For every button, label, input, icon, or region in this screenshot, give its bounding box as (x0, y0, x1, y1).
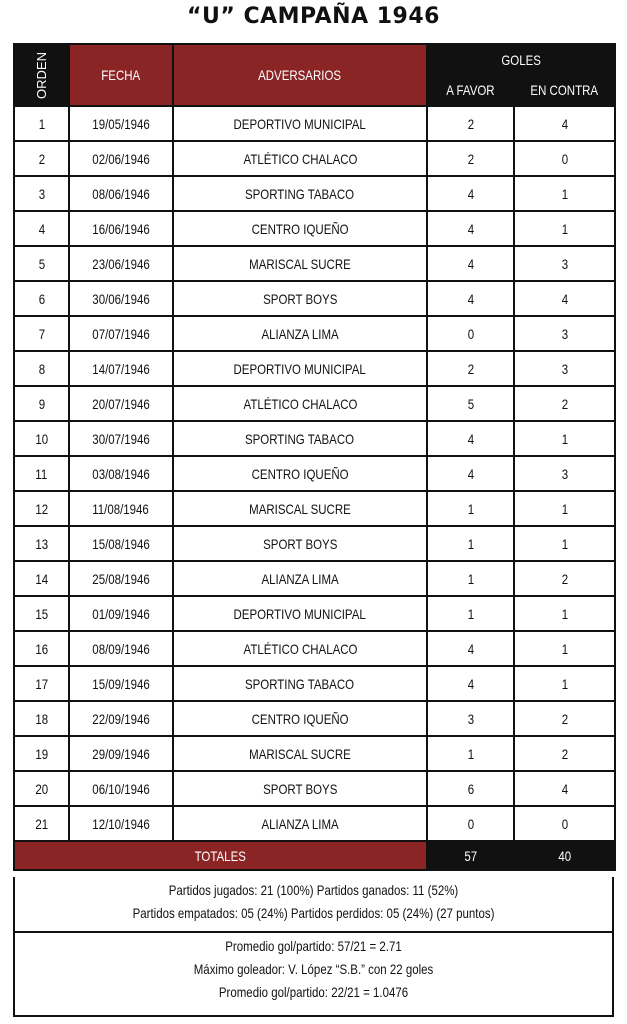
cell-orden: 11 (14, 456, 69, 491)
cell-adversario: ATLÉTICO CHALACO (173, 386, 427, 421)
cell-a-favor: 0 (427, 316, 514, 351)
header-fecha: FECHA (69, 44, 173, 106)
cell-en-contra: 1 (514, 176, 615, 211)
cell-orden: 19 (14, 736, 69, 771)
cell-en-contra: 1 (514, 491, 615, 526)
cell-a-favor: 4 (427, 246, 514, 281)
cell-fecha: 02/06/1946 (69, 141, 173, 176)
cell-orden: 12 (14, 491, 69, 526)
header-goles: GOLES (427, 44, 615, 75)
results-table (13, 43, 616, 871)
cell-orden: 3 (14, 176, 69, 211)
cell-orden: 10 (14, 421, 69, 456)
cell-adversario: SPORT BOYS (173, 771, 427, 806)
cell-fecha: 15/08/1946 (69, 526, 173, 561)
cell-fecha: 06/10/1946 (69, 771, 173, 806)
table-row (14, 421, 615, 456)
cell-en-contra: 4 (514, 106, 615, 141)
cell-a-favor: 2 (427, 351, 514, 386)
cell-adversario: ALIANZA LIMA (173, 806, 427, 841)
header-en-contra: EN CONTRA (514, 75, 615, 106)
cell-orden: 9 (14, 386, 69, 421)
cell-fecha: 30/07/1946 (69, 421, 173, 456)
table-row (14, 526, 615, 561)
cell-a-favor: 4 (427, 421, 514, 456)
cell-a-favor: 1 (427, 596, 514, 631)
cell-adversario: ALIANZA LIMA (173, 561, 427, 596)
cell-a-favor: 5 (427, 386, 514, 421)
cell-orden: 15 (14, 596, 69, 631)
cell-orden: 16 (14, 631, 69, 666)
cell-fecha: 11/08/1946 (69, 491, 173, 526)
cell-en-contra: 2 (514, 736, 615, 771)
cell-a-favor: 4 (427, 281, 514, 316)
cell-fecha: 29/09/1946 (69, 736, 173, 771)
totals-favor: 57 (427, 841, 514, 870)
cell-orden: 2 (14, 141, 69, 176)
cell-adversario: ALIANZA LIMA (173, 316, 427, 351)
table-row (14, 631, 615, 666)
cell-orden: 8 (14, 351, 69, 386)
table-row (14, 211, 615, 246)
cell-a-favor: 1 (427, 561, 514, 596)
summary-line: Partidos jugados: 21 (100%) Partidos ganados: 11 (52%) (168, 882, 459, 898)
cell-en-contra: 2 (514, 701, 615, 736)
cell-a-favor: 3 (427, 701, 514, 736)
cell-a-favor: 0 (427, 806, 514, 841)
cell-adversario: SPORTING TABACO (173, 421, 427, 456)
cell-orden: 20 (14, 771, 69, 806)
cell-fecha: 20/07/1946 (69, 386, 173, 421)
cell-orden: 14 (14, 561, 69, 596)
summary-line: Promedio gol/partido: 57/21 = 2.71 (225, 938, 402, 954)
cell-fecha: 23/06/1946 (69, 246, 173, 281)
cell-a-favor: 4 (427, 666, 514, 701)
cell-adversario: SPORT BOYS (173, 526, 427, 561)
cell-en-contra: 1 (514, 666, 615, 701)
cell-orden: 13 (14, 526, 69, 561)
cell-orden: 7 (14, 316, 69, 351)
cell-a-favor: 6 (427, 771, 514, 806)
cell-en-contra: 2 (514, 561, 615, 596)
table-row (14, 281, 615, 316)
cell-fecha: 14/07/1946 (69, 351, 173, 386)
cell-en-contra: 1 (514, 421, 615, 456)
cell-adversario: MARISCAL SUCRE (173, 246, 427, 281)
header-orden: ORDEN (14, 44, 69, 106)
cell-en-contra: 2 (514, 386, 615, 421)
totals-contra: 40 (514, 841, 615, 870)
totals-label: TOTALES (14, 841, 427, 870)
summary-line: Máximo goleador: V. López “S.B.” con 22 goles (193, 961, 434, 977)
table-row (14, 491, 615, 526)
cell-adversario: ATLÉTICO CHALACO (173, 631, 427, 666)
cell-orden: 21 (14, 806, 69, 841)
cell-orden: 18 (14, 701, 69, 736)
cell-adversario: SPORTING TABACO (173, 176, 427, 211)
cell-fecha: 19/05/1946 (69, 106, 173, 141)
cell-a-favor: 4 (427, 631, 514, 666)
table-row (14, 596, 615, 631)
cell-en-contra: 4 (514, 281, 615, 316)
cell-fecha: 03/08/1946 (69, 456, 173, 491)
table-row (14, 806, 615, 841)
cell-orden: 4 (14, 211, 69, 246)
cell-a-favor: 4 (427, 176, 514, 211)
header-a-favor: A FAVOR (427, 75, 514, 106)
cell-fecha: 08/09/1946 (69, 631, 173, 666)
table-row (14, 771, 615, 806)
cell-en-contra: 1 (514, 526, 615, 561)
table-row (14, 666, 615, 701)
cell-en-contra: 1 (514, 631, 615, 666)
cell-fecha: 15/09/1946 (69, 666, 173, 701)
summary-line: Partidos empatados: 05 (24%) Partidos perdidos: 05 (24%) (27 puntos) (132, 905, 495, 921)
cell-a-favor: 4 (427, 456, 514, 491)
table-row (14, 106, 615, 141)
cell-fecha: 01/09/1946 (69, 596, 173, 631)
cell-orden: 6 (14, 281, 69, 316)
cell-en-contra: 3 (514, 246, 615, 281)
cell-fecha: 30/06/1946 (69, 281, 173, 316)
page-title: “U” CAMPAÑA 1946 (187, 4, 440, 29)
cell-fecha: 08/06/1946 (69, 176, 173, 211)
cell-adversario: MARISCAL SUCRE (173, 736, 427, 771)
cell-adversario: CENTRO IQUEÑO (173, 456, 427, 491)
cell-a-favor: 1 (427, 491, 514, 526)
table-row (14, 701, 615, 736)
cell-fecha: 22/09/1946 (69, 701, 173, 736)
table-row (14, 141, 615, 176)
cell-orden: 5 (14, 246, 69, 281)
cell-en-contra: 3 (514, 351, 615, 386)
cell-orden: 17 (14, 666, 69, 701)
cell-adversario: SPORTING TABACO (173, 666, 427, 701)
cell-en-contra: 3 (514, 456, 615, 491)
cell-fecha: 07/07/1946 (69, 316, 173, 351)
cell-fecha: 25/08/1946 (69, 561, 173, 596)
cell-adversario: DEPORTIVO MUNICIPAL (173, 106, 427, 141)
cell-adversario: MARISCAL SUCRE (173, 491, 427, 526)
cell-adversario: SPORT BOYS (173, 281, 427, 316)
table-row (14, 316, 615, 351)
cell-fecha: 12/10/1946 (69, 806, 173, 841)
cell-en-contra: 1 (514, 211, 615, 246)
cell-a-favor: 1 (427, 526, 514, 561)
cell-en-contra: 4 (514, 771, 615, 806)
cell-orden: 1 (14, 106, 69, 141)
table-row (14, 456, 615, 491)
cell-en-contra: 0 (514, 806, 615, 841)
table-row (14, 561, 615, 596)
summary-stats (13, 877, 614, 933)
table-row (14, 176, 615, 211)
cell-en-contra: 3 (514, 316, 615, 351)
summary-line: Promedio gol/partido: 22/21 = 1.0476 (218, 984, 409, 1000)
table-row (14, 386, 615, 421)
header-adversarios: ADVERSARIOS (173, 44, 427, 106)
cell-a-favor: 1 (427, 736, 514, 771)
table-row (14, 736, 615, 771)
cell-fecha: 16/06/1946 (69, 211, 173, 246)
cell-a-favor: 2 (427, 141, 514, 176)
cell-adversario: CENTRO IQUEÑO (173, 701, 427, 736)
table-row (14, 351, 615, 386)
cell-adversario: DEPORTIVO MUNICIPAL (173, 596, 427, 631)
cell-adversario: ATLÉTICO CHALACO (173, 141, 427, 176)
cell-en-contra: 0 (514, 141, 615, 176)
cell-a-favor: 4 (427, 211, 514, 246)
cell-a-favor: 2 (427, 106, 514, 141)
summary-averages (13, 931, 614, 1017)
cell-adversario: CENTRO IQUEÑO (173, 211, 427, 246)
table-row (14, 246, 615, 281)
cell-adversario: DEPORTIVO MUNICIPAL (173, 351, 427, 386)
cell-en-contra: 1 (514, 596, 615, 631)
